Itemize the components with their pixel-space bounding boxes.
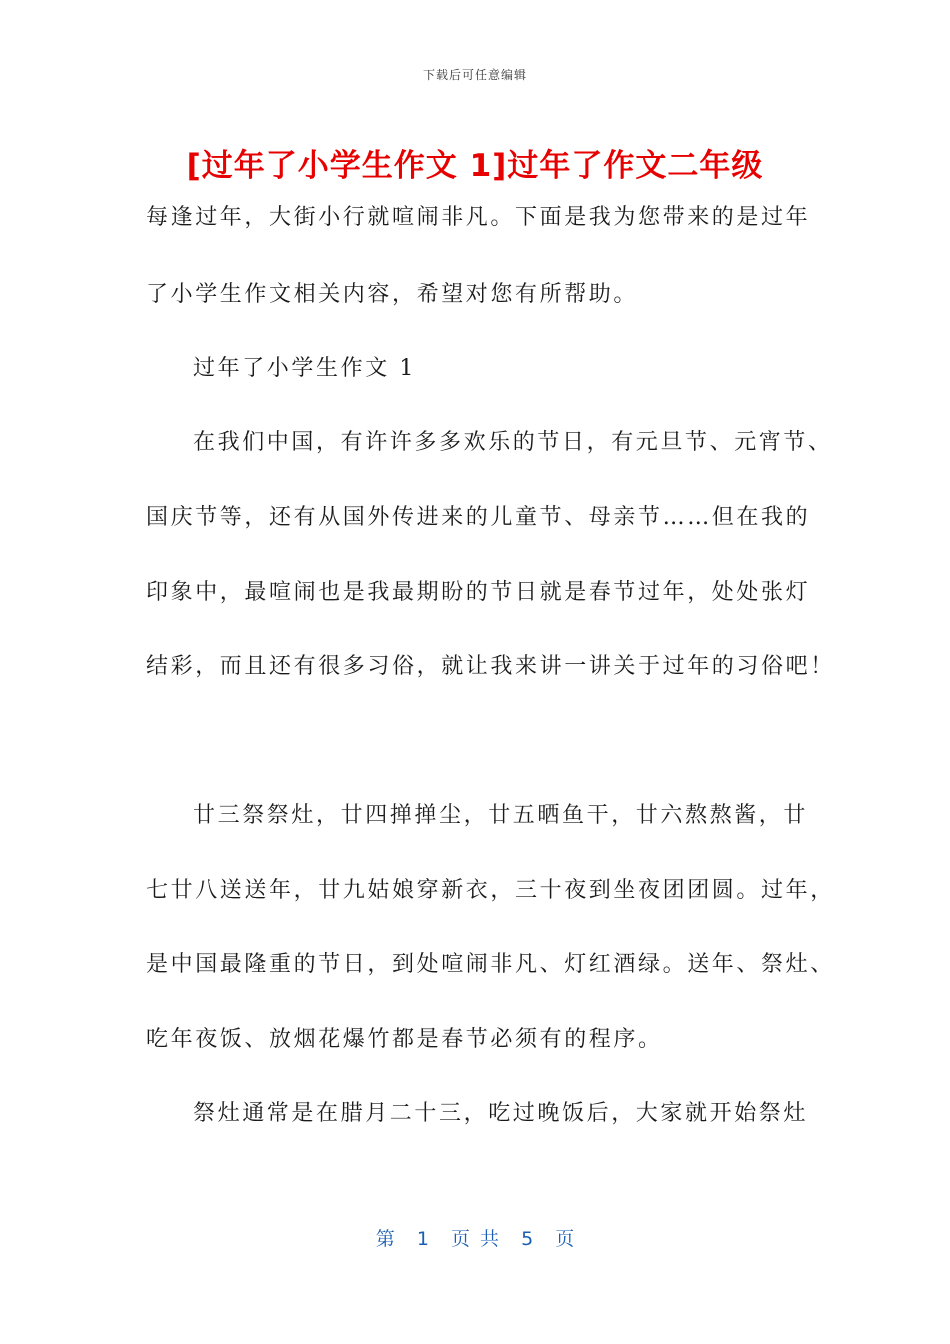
current-page-number: 1 (416, 1228, 429, 1250)
footer-mid: 页 共 (450, 1228, 500, 1250)
paragraph-line: 了小学生作文相关内容，希望对您有所帮助。 (146, 282, 639, 307)
paragraph-line: 七廿八送送年，廿九姑娘穿新衣，三十夜到坐夜团团圆。过年， (146, 878, 835, 903)
paragraph-line: 每逢过年，大街小行就喧闹非凡。下面是我为您带来的是过年 (146, 205, 811, 230)
paragraph-line: 吃年夜饭、放烟花爆竹都是春节必须有的程序。 (146, 1027, 663, 1052)
paragraph-line: 是中国最隆重的节日，到处喧闹非凡、灯红酒绿。送年、祭灶、 (146, 952, 835, 977)
paragraph-line: 廿三祭祭灶，廿四掸掸尘，廿五晒鱼干，廿六熬熬酱，廿 (193, 803, 809, 828)
page-footer (0, 1224, 950, 1251)
paragraph-line: 在我们中国，有许许多多欢乐的节日，有元旦节、元宵节、 (193, 430, 833, 455)
document-title: [过年了小学生作文 1]过年了作文二年级 (186, 148, 764, 184)
footer-prefix: 第 (375, 1228, 395, 1250)
paragraph-line: 祭灶通常是在腊月二十三，吃过晚饭后，大家就开始祭灶 (193, 1101, 809, 1126)
paragraph-line: 结彩，而且还有很多习俗，就让我来讲一讲关于过年的习俗吧！ (146, 654, 835, 679)
footer-suffix: 页 (555, 1228, 575, 1250)
section-heading: 过年了小学生作文 1 (193, 356, 416, 381)
paragraph-line: 印象中，最喧闹也是我最期盼的节日就是春节过年，处处张灯 (146, 580, 811, 605)
total-pages-number: 5 (521, 1228, 534, 1250)
header-note: 下载后可任意编辑 (422, 68, 527, 82)
paragraph-line: 国庆节等，还有从国外传进来的儿童节、母亲节……但在我的 (146, 505, 811, 530)
